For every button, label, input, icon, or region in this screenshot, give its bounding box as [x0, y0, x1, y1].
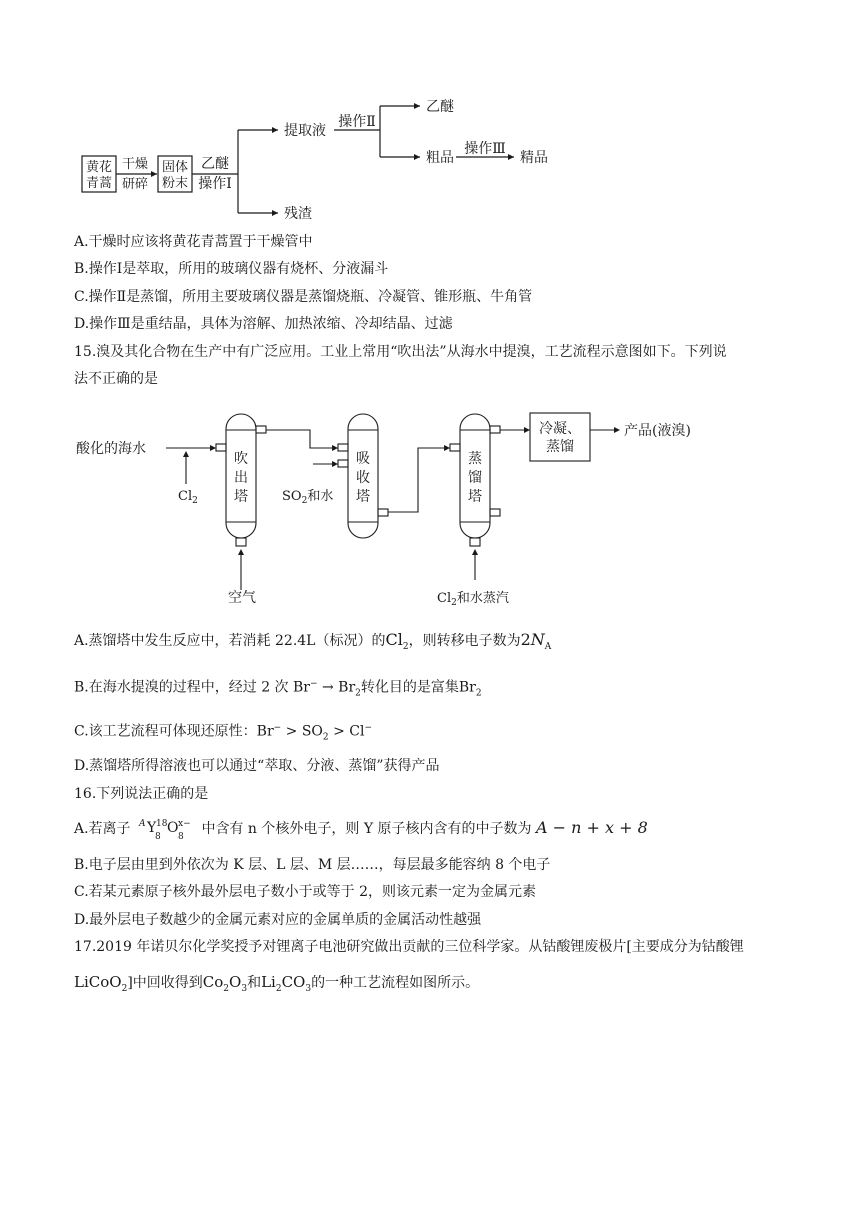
tower3-char-3: 塔 — [468, 489, 482, 505]
extract-label: 提取液 — [284, 123, 326, 139]
operation-1: 操作Ⅰ — [198, 176, 232, 192]
q15-option-b: B.在海水提溴的过程中，经过 2 次 $Br^- \to Br_2$转化目的是富集$Br_2$ — [74, 679, 482, 699]
condense-label-1: 冷凝、 — [539, 421, 581, 437]
q15-option-a: A.蒸馏塔中发生反应中，若消耗 22.4L（标况）的$Cl_2$，则转移电子数为$2N_A$ — [74, 630, 552, 652]
raw-label-1: 黄花 — [85, 160, 113, 175]
q14-option-b: B.操作Ⅰ是萃取，所用的玻璃仪器有烧杯、分液漏斗 — [74, 261, 389, 277]
q16-option-d: D.最外层电子数越少的金属元素对应的金属单质的金属活动性越强 — [74, 912, 482, 928]
crude-label: 粗品 — [426, 150, 454, 166]
tower2-char-2: 收 — [356, 470, 370, 486]
powder-label-2: 粉末 — [161, 176, 189, 191]
operation-2: 操作Ⅱ — [338, 114, 376, 130]
artemisinin-flow-diagram — [0, 0, 860, 230]
tower2-char-3: 塔 — [356, 489, 370, 505]
cl2-input-label: $Cl_2$ — [178, 489, 198, 506]
q15-option-c: C.该工艺流程可体现还原性：$Br^- > SO_2 > Cl^-$ — [74, 723, 373, 743]
ether-label: 乙醚 — [426, 99, 454, 115]
tower1-char-3: 塔 — [234, 489, 248, 505]
q15-option-d: D.蒸馏塔所得溶液也可以通过“萃取、分液、蒸馏”获得产品 — [74, 758, 440, 774]
q14-option-d: D.操作Ⅲ是重结晶，具体为溶解、加热浓缩、冷却结晶、过滤 — [74, 316, 453, 332]
tower3-char-1: 蒸 — [468, 451, 482, 467]
reagent-ether: 乙醚 — [201, 156, 229, 172]
seawater-label: 酸化的海水 — [76, 441, 146, 457]
q16-stem: 16.下列说法正确的是 — [74, 786, 209, 802]
powder-label-1: 固体 — [161, 160, 189, 175]
q15-stem-line2: 法不正确的是 — [74, 371, 158, 387]
step-grind: 研碎 — [121, 177, 149, 192]
tower1-char-2: 出 — [234, 470, 248, 486]
q14-option-a: A.干燥时应该将黄花青蒿置于干燥管中 — [74, 234, 313, 250]
q14-option-c: C.操作Ⅱ是蒸馏，所用主要玻璃仪器是蒸馏烧瓶、冷凝管、锥形瓶、牛角管 — [74, 289, 533, 305]
bromine-process-diagram — [0, 398, 860, 608]
cl2-steam-label: $Cl_2$和水蒸汽 — [437, 591, 509, 608]
q15-stem-line1: 15.溴及其化合物在生产中有广泛应用。工业上常用“吹出法”从海水中提溴，工艺流程示意图如下。下列说 — [74, 344, 727, 360]
tower2-char-1: 吸 — [356, 451, 370, 467]
operation-3: 操作Ⅲ — [464, 141, 506, 157]
q17-stem-line1: 17.2019 年诺贝尔化学奖授予对锂离子电池研究做出贡献的三位科学家。从钴酸锂废极片[主要成分为钴酸锂 — [74, 939, 744, 955]
raw-label-2: 青蒿 — [85, 176, 113, 191]
step-dry: 干燥 — [121, 157, 149, 172]
condense-label-2: 蒸馏 — [546, 439, 574, 455]
q16-option-c: C.若某元素原子核外最外层电子数小于或等于 2，则该元素一定为金属元素 — [74, 884, 537, 900]
residue-label: 残渣 — [284, 206, 312, 222]
fine-label: 精品 — [520, 150, 548, 166]
tower3-char-2: 馏 — [468, 470, 482, 486]
q16-option-a: A.若离子 A Y 8 18 O x− 8 中含有 n 个核外电子，则 Y 原子核内含有的中子数为 A − n + x + 8 — [74, 818, 648, 842]
ion-notation: A Y 8 18 O x− 8 — [139, 819, 191, 842]
product-label: 产品(液溴) — [624, 423, 691, 439]
q17-stem-line2: LiCoO$_2$]中回收得到$Co_2O_3$和$Li_2CO_3$的一种工艺流程如图所示。 — [74, 973, 480, 994]
tower1-char-1: 吹 — [234, 451, 248, 467]
air-label: 空气 — [228, 590, 256, 606]
q16-option-b: B.电子层由里到外依次为 K 层、L 层、M 层……，每层最多能容纳 8 个电子 — [74, 857, 551, 873]
so2-water-label: $SO_2$和水 — [282, 489, 334, 506]
